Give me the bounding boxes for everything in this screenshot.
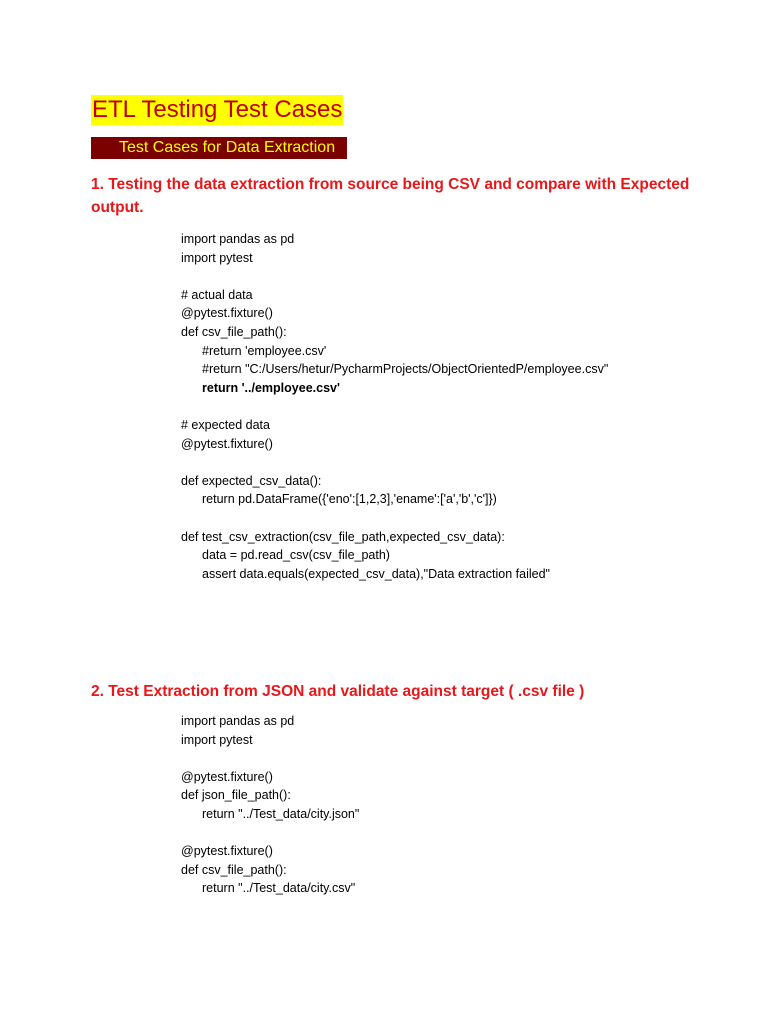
code-line: assert data.equals(expected_csv_data),"Data extraction failed" [202,566,550,581]
code-line [181,824,741,843]
code-line: # expected data [181,417,270,432]
case-1-code-block [181,230,741,583]
code-line [181,267,741,286]
code-line: import pytest [181,250,253,265]
code-line: @pytest.fixture() [181,844,273,859]
code-line [181,397,741,416]
code-line [181,453,741,472]
code-line: return "../Test_data/city.csv" [202,881,356,896]
code-line: def csv_file_path(): [181,324,287,339]
code-line: import pytest [181,732,253,747]
code-line: @pytest.fixture() [181,436,273,451]
code-line: return '../employee.csv' [202,380,340,395]
case-1-heading: 1. Testing the data extraction from source being CSV and compare with Expected output. [91,176,690,216]
case-2-code-block [181,712,741,898]
code-line: return "../Test_data/city.json" [202,806,360,821]
code-line: # actual data [181,287,253,302]
code-line: def csv_file_path(): [181,862,287,877]
code-line: import pandas as pd [181,232,295,246]
code-line: #return "C:/Users/hetur/PycharmProjects/ObjectOrientedP/employee.csv" [202,362,609,377]
code-line: @pytest.fixture() [181,769,273,784]
code-line: data = pd.read_csv(csv_file_path) [202,548,390,563]
code-line: import pandas as pd [181,714,295,728]
document-title: ETL Testing Test Cases [92,96,343,123]
code-line: #return 'employee.csv' [202,343,327,358]
code-line: return pd.DataFrame({'eno':[1,2,3],'ename':['a','b','c']}) [202,492,497,507]
code-line: def json_file_path(): [181,788,291,803]
code-line [181,749,741,768]
code-line: @pytest.fixture() [181,306,273,321]
code-line [181,509,741,528]
section-banner: Test Cases for Data Extraction [91,137,347,159]
code-line: def test_csv_extraction(csv_file_path,expected_csv_data): [181,529,505,544]
case-2-heading: 2. Test Extraction from JSON and validate against target ( .csv file ) [91,683,585,700]
code-line: def expected_csv_data(): [181,473,322,488]
